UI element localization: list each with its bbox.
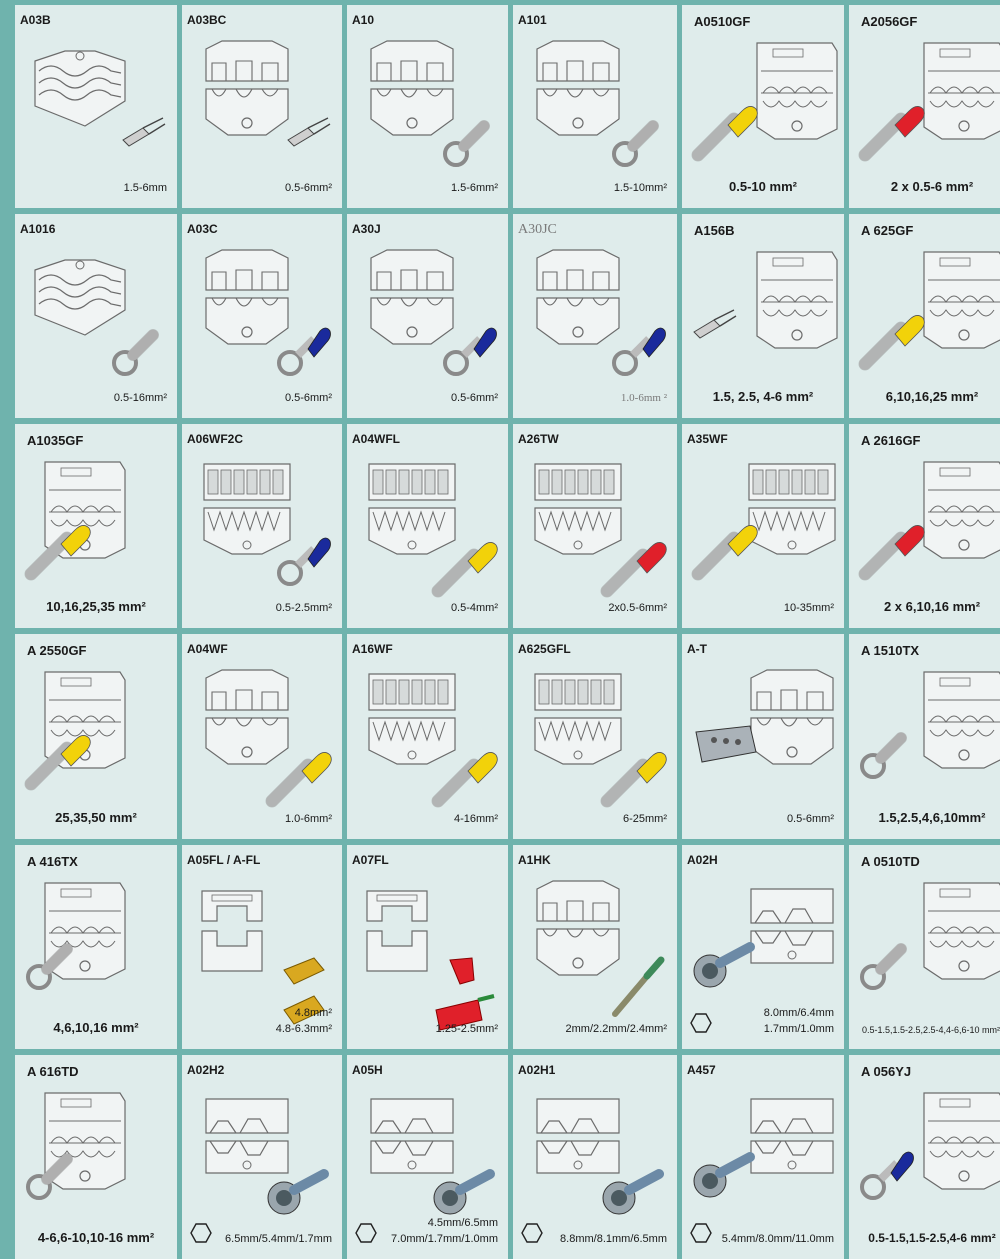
crimp-die-drawing bbox=[904, 871, 1000, 981]
wire-size-range-label: 8.8mm/8.1mm/6.5mm bbox=[560, 1233, 667, 1245]
terminal-illustration bbox=[440, 319, 500, 384]
crimp-die-tile bbox=[182, 424, 342, 628]
wire-size-range-label: 1.5-10mm² bbox=[613, 182, 667, 194]
ring-terminal-icon bbox=[857, 933, 917, 993]
crimp-die-tile bbox=[513, 5, 677, 208]
hexagon-icon bbox=[521, 1222, 543, 1244]
die-model-code: A02H1 bbox=[518, 1063, 556, 1077]
crimp-die-tile bbox=[682, 424, 844, 628]
terminal-illustration bbox=[119, 110, 169, 155]
ring-terminal-icon bbox=[857, 1143, 917, 1203]
die-model-code: A30JC bbox=[518, 222, 557, 237]
ring-terminal-icon bbox=[23, 1143, 83, 1203]
wire-size-secondary-label: 8.0mm/6.4mm bbox=[763, 1007, 834, 1019]
wire-size-range-label: 2mm/2.2mm/2.4mm² bbox=[565, 1023, 667, 1035]
terminal-illustration bbox=[690, 722, 760, 777]
crimp-die-tile bbox=[15, 424, 177, 628]
crimp-die-illustration bbox=[904, 660, 1000, 775]
crimp-die-tile bbox=[182, 845, 342, 1049]
wire-size-range-label: 0.5-1.5,1.5-2.5,4-6 mm² bbox=[868, 1231, 996, 1245]
wire-size-range-label: 1.5-6mm bbox=[123, 182, 167, 194]
wire-size-range-label: 2 x 6,10,16 mm² bbox=[883, 599, 981, 614]
pin-terminal-icon bbox=[609, 950, 669, 1020]
ferrule-terminal-icon bbox=[23, 512, 93, 582]
die-model-code: A26TW bbox=[518, 432, 559, 446]
ring-terminal-icon bbox=[440, 110, 500, 170]
wire-size-range-label: 25,35,50 mm² bbox=[55, 810, 137, 825]
crimp-die-tile bbox=[849, 214, 1000, 418]
wire-size-range-label: 0.5-6mm² bbox=[450, 392, 498, 404]
wire-size-range-label: 5.4mm/8.0mm/11.0mm bbox=[721, 1233, 834, 1245]
ring-terminal-icon bbox=[609, 110, 669, 170]
terminal-illustration bbox=[430, 1160, 500, 1225]
crimp-die-tile bbox=[513, 845, 677, 1049]
die-model-code: A1035GF bbox=[27, 433, 84, 448]
wire-size-range-label: 0.5-6mm² bbox=[284, 182, 332, 194]
ferrule-terminal-icon bbox=[23, 722, 93, 792]
die-model-code: A03B bbox=[20, 13, 51, 27]
die-model-code: A04WF bbox=[187, 642, 228, 656]
bnc-connector-icon bbox=[264, 1160, 334, 1220]
die-model-code: A 2550GF bbox=[27, 643, 87, 658]
crimp-die-illustration bbox=[904, 871, 1000, 986]
crimp-die-tile bbox=[15, 5, 177, 208]
crimp-die-tile bbox=[347, 845, 508, 1049]
wire-size-range-label: 4.8-6.3mm² bbox=[275, 1023, 332, 1035]
spade-terminal-icon bbox=[119, 110, 169, 150]
hex-crimp-icon-wrapper bbox=[690, 1222, 712, 1249]
wire-size-range-label: 0.5-16mm² bbox=[113, 392, 167, 404]
wire-size-range-label: 0.5-2.5mm² bbox=[275, 602, 332, 614]
hexagon-icon bbox=[690, 1012, 712, 1034]
die-model-code: A 616TD bbox=[27, 1064, 79, 1079]
terminal-illustration bbox=[599, 1160, 669, 1225]
die-model-code: A 0510TD bbox=[861, 854, 920, 869]
wire-size-range-label: 4-16mm² bbox=[453, 813, 498, 825]
hex-crimp-icon-wrapper bbox=[521, 1222, 543, 1249]
terminal-illustration bbox=[430, 739, 500, 814]
crimp-die-tile bbox=[849, 5, 1000, 208]
crimp-die-tile bbox=[15, 214, 177, 418]
ferrule-terminal-icon bbox=[690, 512, 760, 582]
hexagon-icon bbox=[690, 1222, 712, 1244]
die-model-code: A625GFL bbox=[518, 642, 571, 656]
bar-terminal-icon bbox=[690, 722, 760, 772]
crimp-die-tile bbox=[182, 634, 342, 839]
terminal-illustration bbox=[857, 933, 917, 998]
terminal-illustration bbox=[109, 319, 169, 384]
crimp-die-tile bbox=[849, 424, 1000, 628]
crimp-die-tile bbox=[15, 1055, 177, 1259]
wire-size-range-label: 6-25mm² bbox=[622, 813, 667, 825]
die-model-code: A 1510TX bbox=[861, 643, 920, 658]
terminal-illustration bbox=[690, 933, 760, 998]
terminal-illustration bbox=[264, 1160, 334, 1225]
terminal-illustration bbox=[690, 93, 760, 168]
crimp-die-tile bbox=[849, 1055, 1000, 1259]
ferrule-terminal-icon bbox=[430, 739, 500, 809]
terminal-illustration bbox=[264, 739, 334, 814]
die-model-code: A16WF bbox=[352, 642, 393, 656]
die-model-code: A02H2 bbox=[187, 1063, 225, 1077]
terminal-illustration bbox=[440, 110, 500, 175]
ring-terminal-icon bbox=[274, 319, 334, 379]
crimp-die-tile bbox=[513, 214, 677, 418]
ferrule-terminal-icon bbox=[264, 739, 334, 809]
crimp-die-tile bbox=[682, 845, 844, 1049]
terminal-illustration bbox=[857, 1143, 917, 1208]
ferrule-terminal-icon bbox=[599, 529, 669, 599]
crimp-die-tile bbox=[15, 634, 177, 839]
terminal-illustration bbox=[599, 529, 669, 604]
ferrule-terminal-icon bbox=[599, 739, 669, 809]
hex-crimp-icon-wrapper bbox=[190, 1222, 212, 1249]
wire-size-range-label: 1.5-6mm² bbox=[450, 182, 498, 194]
crimp-die-tile bbox=[513, 634, 677, 839]
die-model-code: A03BC bbox=[187, 13, 227, 27]
wire-size-range-label: 1.0-6mm ² bbox=[620, 392, 667, 404]
crimp-die-tile bbox=[182, 1055, 342, 1259]
die-model-code: A04WFL bbox=[352, 432, 400, 446]
terminal-illustration bbox=[609, 110, 669, 175]
die-model-code: A1016 bbox=[20, 222, 56, 236]
die-model-code: A 416TX bbox=[27, 854, 78, 869]
ring-terminal-icon bbox=[440, 319, 500, 379]
terminal-illustration bbox=[23, 933, 83, 998]
terminal-illustration bbox=[23, 1143, 83, 1208]
die-model-code: A05FL / A-FL bbox=[187, 853, 261, 867]
terminal-illustration bbox=[284, 110, 334, 155]
crimp-die-tile bbox=[513, 1055, 677, 1259]
crimp-die-illustration bbox=[737, 240, 844, 355]
wire-size-range-label: 10-35mm² bbox=[783, 602, 834, 614]
ring-terminal-icon bbox=[857, 722, 917, 782]
terminal-illustration bbox=[690, 512, 760, 587]
ferrule-terminal-icon bbox=[430, 529, 500, 599]
die-model-code: A2056GF bbox=[861, 14, 918, 29]
crimp-die-illustration bbox=[904, 1081, 1000, 1196]
wire-size-secondary-label: 4.8mm² bbox=[294, 1007, 332, 1019]
crimp-die-drawing bbox=[904, 1081, 1000, 1191]
crimp-die-tile bbox=[182, 5, 342, 208]
terminal-illustration bbox=[599, 739, 669, 814]
bnc-connector-icon bbox=[430, 1160, 500, 1220]
terminal-illustration bbox=[857, 302, 927, 377]
crimp-die-drawing bbox=[737, 240, 844, 350]
crimp-die-tile bbox=[347, 1055, 508, 1259]
terminal-illustration bbox=[23, 722, 93, 797]
wire-size-secondary-label: 4.5mm/6.5mm bbox=[427, 1217, 498, 1229]
wire-size-range-label: 4,6,10,16 mm² bbox=[53, 1020, 139, 1035]
wire-size-range-label: 10,16,25,35 mm² bbox=[46, 599, 146, 614]
wire-size-range-label: 1.5, 2.5, 4-6 mm² bbox=[712, 389, 814, 404]
die-model-code: A02H bbox=[687, 853, 718, 867]
die-model-code: A101 bbox=[518, 13, 547, 27]
crimp-die-tile bbox=[682, 5, 844, 208]
hex-crimp-icon-wrapper bbox=[690, 1012, 712, 1039]
terminal-illustration bbox=[857, 93, 927, 168]
spade-terminal-icon bbox=[284, 110, 334, 150]
terminal-illustration bbox=[274, 529, 334, 594]
die-model-code: A1HK bbox=[518, 853, 551, 867]
die-model-code: A35WF bbox=[687, 432, 728, 446]
wire-size-range-label: 0.5-10 mm² bbox=[729, 179, 797, 194]
wire-size-range-label: 6,10,16,25 mm² bbox=[885, 389, 979, 404]
die-model-code: A05H bbox=[352, 1063, 383, 1077]
terminal-illustration bbox=[857, 722, 917, 787]
wire-size-range-label: 0.5-6mm² bbox=[284, 392, 332, 404]
wire-size-range-label: 6.5mm/5.4mm/1.7mm bbox=[225, 1233, 332, 1245]
die-model-code: A-T bbox=[687, 642, 707, 656]
wire-size-range-label: 0.5-6mm² bbox=[786, 813, 834, 825]
crimp-die-tile bbox=[347, 5, 508, 208]
wire-size-range-label: 0.5-1.5,1.5-2.5,2.5-4,4-6,6-10 mm² bbox=[861, 1025, 1000, 1035]
hex-crimp-icon-wrapper bbox=[355, 1222, 377, 1249]
bnc-connector-icon bbox=[599, 1160, 669, 1220]
crimp-die-tile bbox=[347, 424, 508, 628]
crimp-die-tile bbox=[15, 845, 177, 1049]
wire-size-range-label: 1.7mm/1.0mm bbox=[763, 1023, 834, 1035]
bnc-connector-icon bbox=[690, 933, 760, 993]
die-model-code: A 056YJ bbox=[861, 1064, 912, 1079]
terminal-illustration bbox=[690, 1143, 760, 1208]
crimp-die-tile bbox=[682, 1055, 844, 1259]
wire-size-range-label: 0.5-4mm² bbox=[450, 602, 498, 614]
bnc-connector-icon bbox=[690, 1143, 760, 1203]
terminal-illustration bbox=[857, 512, 927, 587]
crimp-die-tile bbox=[682, 634, 844, 839]
ferrule-terminal-icon bbox=[857, 512, 927, 582]
ring-terminal-icon bbox=[23, 933, 83, 993]
die-model-code: A06WF2C bbox=[187, 432, 244, 446]
die-model-code: A 2616GF bbox=[861, 433, 921, 448]
wire-size-range-label: 2 x 0.5-6 mm² bbox=[890, 179, 974, 194]
wire-size-range-label: 2x0.5-6mm² bbox=[608, 602, 667, 614]
terminal-illustration bbox=[609, 319, 669, 384]
crimp-die-tile bbox=[682, 214, 844, 418]
spade-terminal-icon bbox=[690, 302, 740, 342]
wire-size-range-label: 4-6,6-10,10-16 mm² bbox=[37, 1230, 155, 1245]
die-model-code: A156B bbox=[694, 223, 735, 238]
wire-size-range-label: 7.0mm/1.7mm/1.0mm bbox=[391, 1233, 498, 1245]
terminal-illustration bbox=[23, 512, 93, 587]
ring-terminal-icon bbox=[274, 529, 334, 589]
die-model-code: A30J bbox=[352, 222, 381, 236]
wire-size-range-label: 1.0-6mm² bbox=[284, 813, 332, 825]
die-model-code: A457 bbox=[687, 1063, 716, 1077]
wire-size-range-label: 1.25-2.5mm² bbox=[435, 1023, 498, 1035]
crimp-die-drawing bbox=[904, 660, 1000, 770]
crimp-die-tile bbox=[347, 214, 508, 418]
ring-terminal-icon bbox=[109, 319, 169, 379]
hexagon-icon bbox=[355, 1222, 377, 1244]
crimp-die-tile bbox=[347, 634, 508, 839]
ferrule-terminal-icon bbox=[857, 302, 927, 372]
hexagon-icon bbox=[190, 1222, 212, 1244]
die-model-code: A0510GF bbox=[694, 14, 751, 29]
die-model-code: A10 bbox=[352, 13, 375, 27]
crimp-die-tile bbox=[513, 424, 677, 628]
die-model-code: A07FL bbox=[352, 853, 389, 867]
ring-terminal-icon bbox=[609, 319, 669, 379]
ferrule-terminal-icon bbox=[690, 93, 760, 163]
die-model-code: A03C bbox=[187, 222, 218, 236]
terminal-illustration bbox=[274, 319, 334, 384]
ferrule-terminal-icon bbox=[857, 93, 927, 163]
terminal-illustration bbox=[430, 529, 500, 604]
terminal-illustration bbox=[690, 302, 740, 347]
die-model-code: A 625GF bbox=[861, 223, 914, 238]
crimp-die-tile bbox=[182, 214, 342, 418]
terminal-illustration bbox=[609, 950, 669, 1025]
wire-size-range-label: 1.5,2.5,4,6,10mm² bbox=[878, 810, 986, 825]
crimp-die-tile bbox=[849, 845, 1000, 1049]
crimp-die-tile bbox=[849, 634, 1000, 839]
